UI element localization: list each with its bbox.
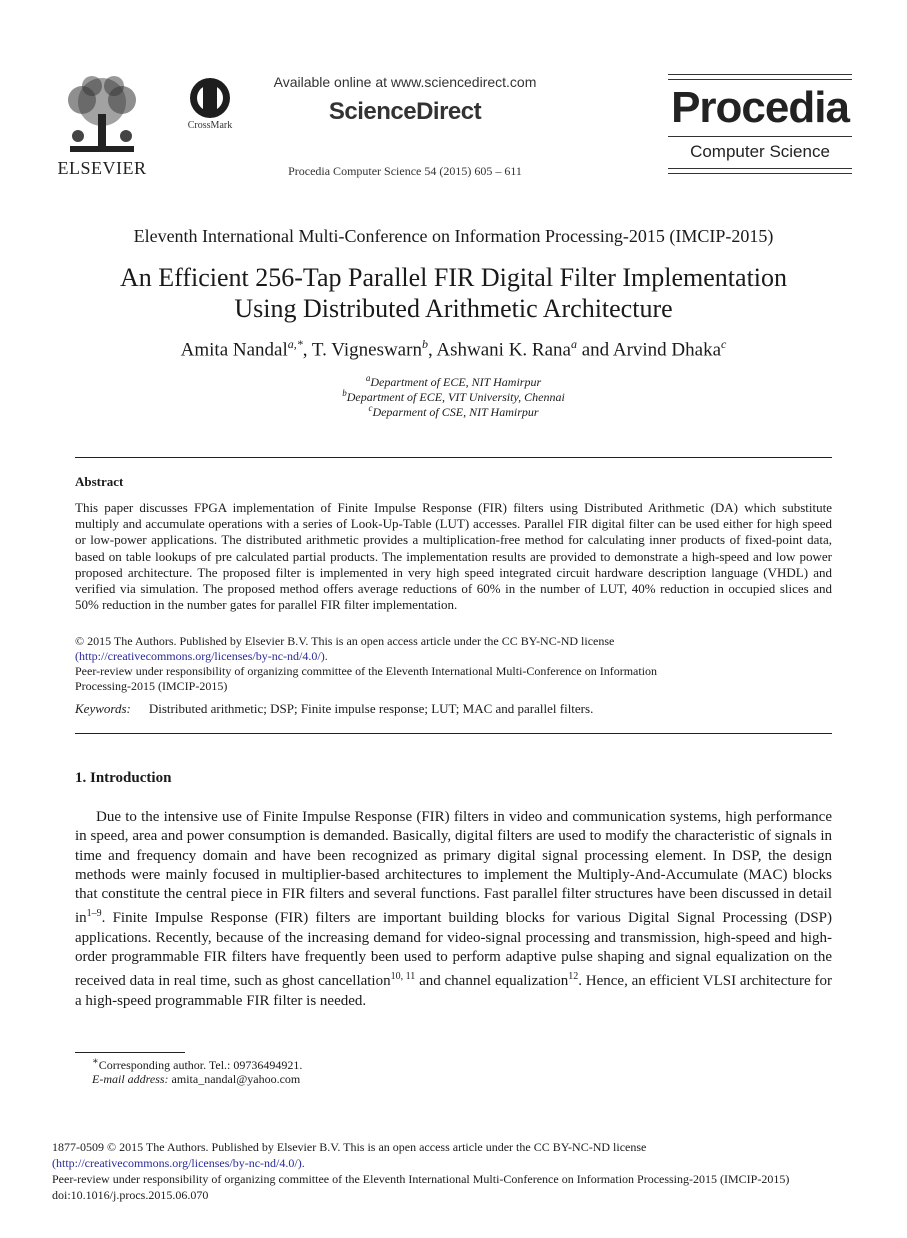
abstract-body: This paper discusses FPGA implementation of Finite Impulse Response (FIR) filters using Distributed Arithmetic (DA) which substitute multiply and accumulate operations with a series of Look-Up-Table (LUT) accesses. Parallel FIR digital filter can be used either for high speed or low-power applications. The distributed arithmetic provides a multiplication-free method for calculating inner products of fixed-point data, based on table lookups of pre calculated partial products. The implementation results are provided to demonstrate a high-speed and low power proposed architecture. The proposed filter is implemented in very high speed integrated circuit hardware description language (VHDL) and verified via simulation. The proposed method offers average reductions of 60% in the number of LUT, 40% reduction in occupied slices and 50% reduction in the number gates for parallel FIR filter implementation. bbox=[75, 500, 832, 613]
copyright-line: © 2015 The Authors. Published by Elsevier B.V. This is an open access article under the CC BY-NC-ND license bbox=[75, 634, 615, 648]
affiliation-sup: c bbox=[368, 403, 373, 413]
intro-text: . Finite Impulse Response (FIR) filters are important building blocks for various Digital Signal Processing (DSP) applications. Recently, because of the increasing demand for video-signal processing and transmission, high-speed and high-order programmable FIR filters have frequently been used to perform adaptive pulse shaping and signal equalization on the received data in real time, such as ghost cancellation bbox=[75, 910, 832, 990]
author-name: Arvind Dhaka bbox=[612, 339, 722, 361]
intro-paragraph bbox=[75, 808, 832, 1011]
affiliation bbox=[0, 403, 907, 420]
peer-review-line-2: Processing-2015 (IMCIP-2015) bbox=[75, 679, 228, 693]
intro-text: . Hence, an efficient VLSI architecture for a high-speed programmable FIR filter is needed. bbox=[75, 973, 832, 1009]
elsevier-logo bbox=[50, 74, 154, 180]
license-link[interactable]: (http://creativecommons.org/licenses/by-nc-nd/4.0/). bbox=[75, 649, 328, 663]
author-list bbox=[0, 337, 907, 361]
procedia-rule bbox=[668, 168, 852, 169]
journal-citation: Procedia Computer Science 54 (2015) 605 – 611 bbox=[288, 164, 522, 178]
author-name: Ashwani K. Rana bbox=[436, 339, 571, 361]
procedia-rule bbox=[668, 79, 852, 80]
author-sup: a,* bbox=[287, 337, 303, 351]
abstract-heading: Abstract bbox=[75, 474, 124, 489]
footer-doi[interactable]: doi:10.1016/j.procs.2015.06.070 bbox=[52, 1188, 209, 1202]
email-address[interactable]: amita_nandal@yahoo.com bbox=[171, 1072, 301, 1086]
keywords bbox=[75, 701, 593, 717]
keywords-label: Keywords: bbox=[75, 701, 131, 716]
footer-peer-review: Peer-review under responsibility of organizing committee of the Eleventh International Multi-Conference on Information Processing-2015 (IMCIP-2015) bbox=[52, 1172, 790, 1186]
author-name: T. Vigneswarn bbox=[311, 339, 422, 361]
keywords-text: Distributed arithmetic; DSP; Finite impulse response; LUT; MAC and parallel filters. bbox=[148, 701, 594, 716]
author-sup: c bbox=[721, 337, 727, 351]
peer-review-line-1: Peer-review under responsibility of organizing committee of the Eleventh International Multi-Conference on Information bbox=[75, 664, 658, 678]
procedia-rule bbox=[668, 74, 852, 75]
divider bbox=[75, 733, 832, 734]
procedia-subtitle: Computer Science bbox=[690, 142, 830, 161]
procedia-rule bbox=[668, 173, 852, 174]
affiliation-text: Department of ECE, NIT Hamirpur bbox=[370, 375, 542, 389]
citation-ref[interactable]: 12 bbox=[568, 971, 579, 983]
author-name: Amita Nandal bbox=[180, 339, 288, 361]
elsevier-wordmark: ELSEVIER bbox=[57, 158, 147, 178]
paper-title bbox=[0, 262, 907, 324]
email-line bbox=[92, 1072, 300, 1087]
footer-license bbox=[52, 1155, 852, 1171]
footnote-rule bbox=[75, 1052, 185, 1053]
elsevier-tree-icon bbox=[56, 74, 148, 158]
citation-ref[interactable]: 10, 11 bbox=[390, 971, 416, 983]
affiliation-text: Deparment of CSE, NIT Hamirpur bbox=[372, 405, 539, 419]
intro-text: Due to the intensive use of Finite Impulse Response (FIR) filters in video and communication systems, high performance in speed, area and power consumption is demanded. Basically, digital filters are used to modify the characteristic of signals in time and frequency domain and have been recognized as primary digital signal processing element. In DSP, the design methods were mainly focused in multiplier-based architectures to implement the Multiply-And-Accumulate (MAC) blocks that constitute the central piece in FIR filters and several functions. Fast parallel filter structures have been discussed in detail in bbox=[75, 809, 832, 927]
citation-ref[interactable]: 1–9 bbox=[86, 908, 102, 920]
available-online-text: Available online at www.sciencedirect.com bbox=[273, 74, 537, 90]
procedia-logo bbox=[668, 74, 852, 176]
intro-text: and channel equalization bbox=[415, 973, 569, 990]
author-sep: , bbox=[302, 339, 312, 361]
crossmark-label: CrossMark bbox=[187, 120, 233, 131]
affiliation-sup: a bbox=[365, 373, 371, 383]
sciencedirect-logo: ScienceDirect bbox=[328, 98, 482, 125]
author-sup: a bbox=[570, 337, 577, 351]
affiliation-sup: b bbox=[342, 388, 347, 398]
author-sep: and bbox=[576, 339, 613, 361]
section-heading: 1. Introduction bbox=[75, 770, 172, 786]
footer-issn: 1877-0509 © 2015 The Authors. Published by Elsevier B.V. This is an open access article under the CC BY-NC-ND license bbox=[52, 1140, 647, 1154]
conference-name: Eleventh International Multi-Conference on Information Processing-2015 (IMCIP-2015) bbox=[133, 226, 774, 246]
license-link-line bbox=[75, 649, 832, 664]
corresponding-text: Corresponding author. Tel.: 09736494921. bbox=[98, 1058, 303, 1072]
affiliation-text: Department of ECE, VIT University, Chennai bbox=[346, 390, 565, 404]
author-sup: b bbox=[421, 337, 428, 351]
corresponding-author: ∗Corresponding author. Tel.: 09736494921. bbox=[92, 1056, 303, 1072]
procedia-wordmark: Procedia bbox=[671, 83, 849, 132]
email-label: E-mail address: bbox=[92, 1072, 169, 1086]
procedia-rule bbox=[668, 136, 852, 137]
title-line-2: Using Distributed Arithmetic Architecture bbox=[234, 294, 673, 323]
title-line-1: An Efficient 256-Tap Parallel FIR Digital Filter Implementation bbox=[119, 263, 788, 292]
divider bbox=[75, 457, 832, 458]
author-sep: , bbox=[427, 339, 437, 361]
footer-license-link[interactable]: (http://creativecommons.org/licenses/by-nc-nd/4.0/). bbox=[52, 1156, 305, 1170]
